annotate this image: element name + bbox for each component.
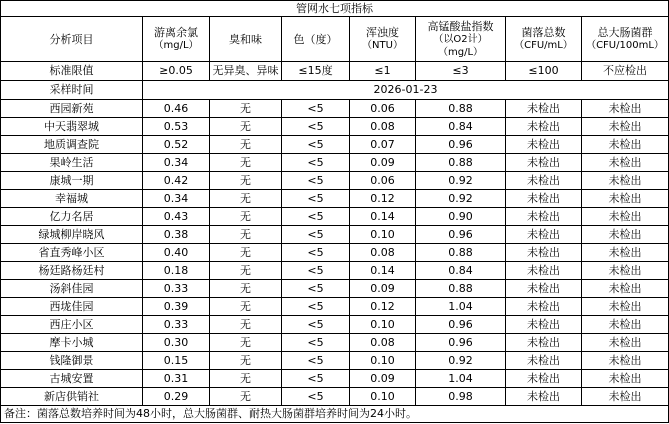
chlorine-cell: 0.38 <box>143 226 210 244</box>
bacteria-cell: 未检出 <box>506 370 582 388</box>
color-cell: <5 <box>282 154 350 172</box>
turbidity-cell: 0.14 <box>350 262 416 280</box>
standard-turbidity: ≤1 <box>350 62 416 81</box>
chlorine-cell: 0.29 <box>143 388 210 406</box>
standard-color: ≤15度 <box>282 62 350 81</box>
turbidity-cell: 0.09 <box>350 370 416 388</box>
table-row <box>1 154 669 172</box>
permanganate-cell: 0.88 <box>416 244 506 262</box>
site-cell: 西庄小区 <box>1 316 143 334</box>
turbidity-cell: 0.12 <box>350 298 416 316</box>
bacteria-cell: 未检出 <box>506 100 582 118</box>
odor-cell: 无 <box>210 190 282 208</box>
table-row <box>1 334 669 352</box>
header-coliform <box>582 17 669 62</box>
header-permanganate-unit1: （以O2计） <box>433 33 488 45</box>
header-bacteria-unit: （CFU/mL） <box>514 40 573 51</box>
header-permanganate-unit2: （mg/L） <box>437 46 484 58</box>
coliform-cell: 未检出 <box>582 388 669 406</box>
odor-cell: 无 <box>210 208 282 226</box>
color-cell: <5 <box>282 100 350 118</box>
color-cell: <5 <box>282 298 350 316</box>
turbidity-cell: 0.10 <box>350 226 416 244</box>
table-row <box>1 100 669 118</box>
coliform-cell: 未检出 <box>582 334 669 352</box>
color-cell: <5 <box>282 280 350 298</box>
header-chlorine-unit: （mg/L） <box>153 40 199 51</box>
coliform-cell: 未检出 <box>582 280 669 298</box>
chlorine-cell: 0.52 <box>143 136 210 154</box>
table-row <box>1 280 669 298</box>
chlorine-cell: 0.34 <box>143 154 210 172</box>
coliform-cell: 未检出 <box>582 208 669 226</box>
permanganate-cell: 0.96 <box>416 136 506 154</box>
bacteria-cell: 未检出 <box>506 172 582 190</box>
site-cell: 地质调查院 <box>1 136 143 154</box>
odor-cell: 无 <box>210 298 282 316</box>
table-row <box>1 118 669 136</box>
sampling-date: 2026-01-23 <box>143 81 669 100</box>
bacteria-cell: 未检出 <box>506 226 582 244</box>
site-cell: 古城安置 <box>1 370 143 388</box>
standard-odor: 无异臭、异味 <box>210 62 282 81</box>
header-turbidity-label: 浑浊度 <box>366 26 399 39</box>
permanganate-cell: 0.96 <box>416 334 506 352</box>
permanganate-cell: 1.04 <box>416 370 506 388</box>
site-cell: 幸福城 <box>1 190 143 208</box>
odor-cell: 无 <box>210 244 282 262</box>
color-cell: <5 <box>282 118 350 136</box>
header-chlorine-label: 游离余氯 <box>154 26 198 39</box>
odor-cell: 无 <box>210 100 282 118</box>
bacteria-cell: 未检出 <box>506 316 582 334</box>
site-cell: 摩卡小城 <box>1 334 143 352</box>
coliform-cell: 未检出 <box>582 136 669 154</box>
coliform-cell: 未检出 <box>582 118 669 136</box>
site-cell: 亿力名居 <box>1 208 143 226</box>
coliform-cell: 未检出 <box>582 298 669 316</box>
header-turbidity-unit: （NTU） <box>362 40 403 51</box>
odor-cell: 无 <box>210 136 282 154</box>
chlorine-cell: 0.40 <box>143 244 210 262</box>
odor-cell: 无 <box>210 172 282 190</box>
color-cell: <5 <box>282 136 350 154</box>
header-bacteria <box>506 17 582 62</box>
bacteria-cell: 未检出 <box>506 262 582 280</box>
chlorine-cell: 0.33 <box>143 316 210 334</box>
permanganate-cell: 0.96 <box>416 316 506 334</box>
chlorine-cell: 0.18 <box>143 262 210 280</box>
site-cell: 新店供销社 <box>1 388 143 406</box>
coliform-cell: 未检出 <box>582 352 669 370</box>
turbidity-cell: 0.07 <box>350 136 416 154</box>
bacteria-cell: 未检出 <box>506 388 582 406</box>
odor-cell: 无 <box>210 154 282 172</box>
site-cell: 省直秀峰小区 <box>1 244 143 262</box>
table-row <box>1 370 669 388</box>
permanganate-cell: 0.84 <box>416 262 506 280</box>
coliform-cell: 未检出 <box>582 100 669 118</box>
header-coliform-label: 总大肠菌群 <box>597 26 653 39</box>
standard-chlorine: ≥0.05 <box>143 62 210 81</box>
coliform-cell: 未检出 <box>582 190 669 208</box>
coliform-cell: 未检出 <box>582 154 669 172</box>
permanganate-cell: 0.92 <box>416 352 506 370</box>
table-title: 管网水七项指标 <box>1 1 669 17</box>
permanganate-cell: 0.92 <box>416 172 506 190</box>
header-coliform-unit: （CFU/100mL） <box>586 40 664 51</box>
header-bacteria-label: 菌落总数 <box>521 26 566 39</box>
color-cell: <5 <box>282 190 350 208</box>
site-cell: 西垅佳园 <box>1 298 143 316</box>
bacteria-cell: 未检出 <box>506 280 582 298</box>
header-item: 分析项目 <box>1 17 143 62</box>
site-cell: 西园新苑 <box>1 100 143 118</box>
permanganate-cell: 0.92 <box>416 190 506 208</box>
table-row <box>1 316 669 334</box>
permanganate-cell: 0.98 <box>416 388 506 406</box>
odor-cell: 无 <box>210 352 282 370</box>
sampling-row <box>1 81 669 100</box>
odor-cell: 无 <box>210 262 282 280</box>
table-row <box>1 298 669 316</box>
turbidity-cell: 0.08 <box>350 244 416 262</box>
table-row <box>1 136 669 154</box>
site-cell: 杨廷路杨廷村 <box>1 262 143 280</box>
color-cell: <5 <box>282 316 350 334</box>
bacteria-cell: 未检出 <box>506 118 582 136</box>
standard-permanganate: ≤3 <box>416 62 506 81</box>
permanganate-cell: 0.88 <box>416 154 506 172</box>
bacteria-cell: 未检出 <box>506 298 582 316</box>
turbidity-cell: 0.06 <box>350 172 416 190</box>
turbidity-cell: 0.08 <box>350 118 416 136</box>
header-permanganate-label: 高锰酸盐指数 <box>427 19 494 33</box>
coliform-cell: 未检出 <box>582 316 669 334</box>
coliform-cell: 未检出 <box>582 370 669 388</box>
standard-row <box>1 62 669 81</box>
color-cell: <5 <box>282 244 350 262</box>
chlorine-cell: 0.43 <box>143 208 210 226</box>
bacteria-cell: 未检出 <box>506 136 582 154</box>
chlorine-cell: 0.42 <box>143 172 210 190</box>
coliform-cell: 未检出 <box>582 244 669 262</box>
table-row <box>1 244 669 262</box>
site-cell: 康城一期 <box>1 172 143 190</box>
site-cell: 汤斜佳园 <box>1 280 143 298</box>
color-cell: <5 <box>282 262 350 280</box>
table-row <box>1 226 669 244</box>
color-cell: <5 <box>282 388 350 406</box>
header-turbidity <box>350 17 416 62</box>
color-cell: <5 <box>282 226 350 244</box>
sampling-label: 采样时间 <box>1 81 143 100</box>
table-row <box>1 172 669 190</box>
bacteria-cell: 未检出 <box>506 154 582 172</box>
header-permanganate <box>416 17 506 62</box>
permanganate-cell: 0.88 <box>416 100 506 118</box>
permanganate-cell: 1.04 <box>416 298 506 316</box>
coliform-cell: 未检出 <box>582 172 669 190</box>
chlorine-cell: 0.39 <box>143 298 210 316</box>
color-cell: <5 <box>282 208 350 226</box>
odor-cell: 无 <box>210 226 282 244</box>
permanganate-cell: 0.88 <box>416 280 506 298</box>
permanganate-cell: 0.84 <box>416 118 506 136</box>
odor-cell: 无 <box>210 280 282 298</box>
color-cell: <5 <box>282 352 350 370</box>
chlorine-cell: 0.53 <box>143 118 210 136</box>
site-cell: 绿城柳岸晓风 <box>1 226 143 244</box>
standard-coliform: 不应检出 <box>582 62 669 81</box>
turbidity-cell: 0.10 <box>350 388 416 406</box>
odor-cell: 无 <box>210 370 282 388</box>
header-color: 色（度） <box>282 17 350 62</box>
turbidity-cell: 0.09 <box>350 154 416 172</box>
note-row <box>1 406 669 423</box>
chlorine-cell: 0.33 <box>143 280 210 298</box>
standard-label: 标准限值 <box>1 62 143 81</box>
turbidity-cell: 0.08 <box>350 334 416 352</box>
header-chlorine <box>143 17 210 62</box>
chlorine-cell: 0.15 <box>143 352 210 370</box>
table-row <box>1 208 669 226</box>
site-cell: 果岭生活 <box>1 154 143 172</box>
color-cell: <5 <box>282 334 350 352</box>
table-row <box>1 352 669 370</box>
header-odor: 臭和味 <box>210 17 282 62</box>
standard-bacteria: ≤100 <box>506 62 582 81</box>
coliform-cell: 未检出 <box>582 226 669 244</box>
color-cell: <5 <box>282 172 350 190</box>
bacteria-cell: 未检出 <box>506 190 582 208</box>
turbidity-cell: 0.10 <box>350 352 416 370</box>
bacteria-cell: 未检出 <box>506 352 582 370</box>
turbidity-cell: 0.06 <box>350 100 416 118</box>
odor-cell: 无 <box>210 118 282 136</box>
turbidity-cell: 0.09 <box>350 280 416 298</box>
header-row <box>1 17 669 62</box>
bacteria-cell: 未检出 <box>506 244 582 262</box>
bacteria-cell: 未检出 <box>506 208 582 226</box>
bacteria-cell: 未检出 <box>506 334 582 352</box>
note-text: 备注：菌落总数培养时间为48小时，总大肠菌群、耐热大肠菌群培养时间为24小时。 <box>1 406 669 423</box>
chlorine-cell: 0.46 <box>143 100 210 118</box>
site-cell: 中天翡翠城 <box>1 118 143 136</box>
table-row <box>1 262 669 280</box>
turbidity-cell: 0.12 <box>350 190 416 208</box>
turbidity-cell: 0.14 <box>350 208 416 226</box>
coliform-cell: 未检出 <box>582 262 669 280</box>
chlorine-cell: 0.30 <box>143 334 210 352</box>
site-cell: 钱隆御景 <box>1 352 143 370</box>
odor-cell: 无 <box>210 316 282 334</box>
table-row <box>1 388 669 406</box>
permanganate-cell: 0.90 <box>416 208 506 226</box>
chlorine-cell: 0.31 <box>143 370 210 388</box>
color-cell: <5 <box>282 370 350 388</box>
table-row <box>1 190 669 208</box>
turbidity-cell: 0.10 <box>350 316 416 334</box>
permanganate-cell: 0.96 <box>416 226 506 244</box>
odor-cell: 无 <box>210 334 282 352</box>
chlorine-cell: 0.34 <box>143 190 210 208</box>
odor-cell: 无 <box>210 388 282 406</box>
